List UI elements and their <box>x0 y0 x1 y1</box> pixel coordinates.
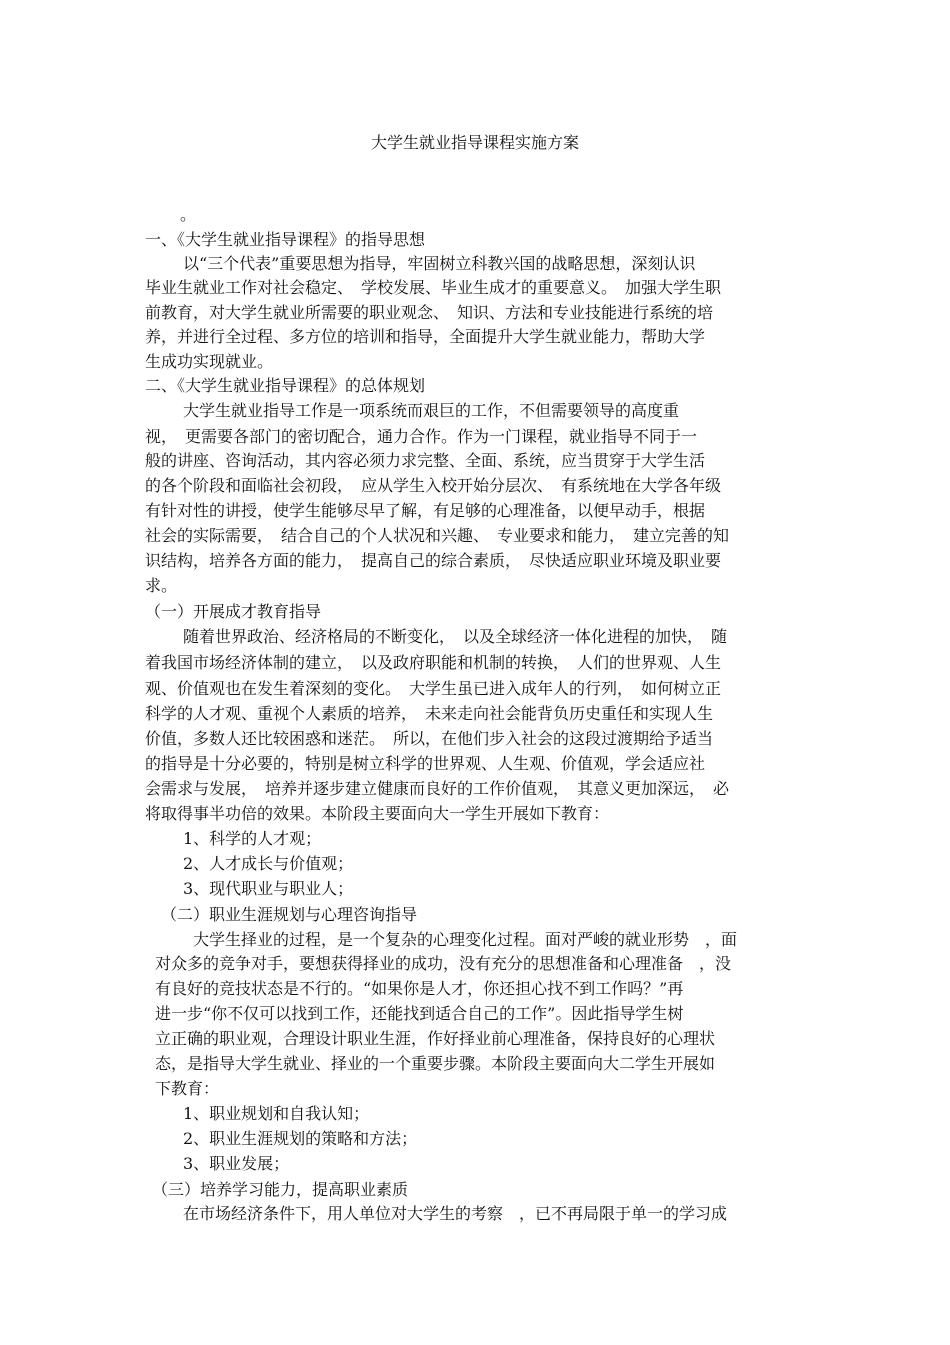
text-line: 养，并进行全过程、多方位的培训和指导，全面提升大学生就业能力，帮助大学 <box>145 327 706 346</box>
stray-period: 。 <box>180 205 197 224</box>
text-line: 态，是指导大学生就业、择业的一个重要步骤。本阶段主要面向大二学生开展如 <box>155 1054 716 1073</box>
text-line: （二）职业生涯规划与心理咨询指导 <box>161 905 418 924</box>
text-line: 会需求与发展， 培养并逐步建立健康而良好的工作价值观， 其意义更加深远， 必 <box>145 779 730 798</box>
text-line: 进一步“你不仅可以找到工作，还能找到适合自己的工作”。因此指导学生树 <box>155 1004 684 1023</box>
text-line: 的指导是十分必要的，特别是树立科学的世界观、人生观、价值观，学会适应社 <box>145 754 706 773</box>
text-line: 在市场经济条件下，用人单位对大学生的考察 ，已不再局限于单一的学习成 <box>183 1204 728 1223</box>
text-line: 1、职业规划和自我认知； <box>183 1104 370 1123</box>
text-line: 观、价值观也在发生着深刻的变化。 大学生虽已进入成年人的行列， 如何树立正 <box>145 679 722 698</box>
text-line: 3、职业发展； <box>183 1154 290 1173</box>
text-line: 价值，多数人还比较困惑和迷茫。 所以，在他们步入社会的这段过渡期给予适当 <box>145 729 714 748</box>
text-line: 求。 <box>145 576 178 595</box>
text-line: 对众多的竞争对手，要想获得择业的成功，没有充分的思想准备和心理准备 ，没 <box>155 954 732 973</box>
text-line: 下教育： <box>155 1079 220 1098</box>
text-line: 二、《大学生就业指导课程》的总体规划 <box>145 376 426 395</box>
text-line: 大学生择业的过程，是一个复杂的心理变化过程。面对严峻的就业形势 ，面 <box>193 930 738 949</box>
text-line: 以“三个代表”重要思想为指导，牢固树立科教兴国的战略思想，深刻认识 <box>183 254 696 273</box>
text-line: 3、现代职业与职业人； <box>183 879 354 898</box>
text-line: 般的讲座、咨询活动，其内容必须力求完整、全面、系统，应当贯穿于大学生活 <box>145 451 706 470</box>
text-line: 的各个阶段和面临社会初段， 应从学生入校开始分层次、 有系统地在大学各年级 <box>145 476 722 495</box>
text-line: 将取得事半功倍的效果。本阶段主要面向大一学生开展如下教育： <box>145 804 610 823</box>
text-line: 随着世界政治、经济格局的不断变化， 以及全球经济一体化进程的加快， 随 <box>183 627 728 646</box>
text-line: 一、《大学生就业指导课程》的指导思想 <box>145 230 426 249</box>
page-title: 大学生就业指导课程实施方案 <box>370 133 579 152</box>
text-line: 生成功实现就业。 <box>145 352 274 371</box>
text-line: 识结构，培养各方面的能力， 提高自己的综合素质， 尽快适应职业环境及职业要 <box>145 551 722 570</box>
text-line: 立正确的职业观，合理设计职业生涯，作好择业前心理准备，保持良好的心理状 <box>155 1029 716 1048</box>
text-line: 前教育，对大学生就业所需要的职业观念、 知识、方法和专业技能进行系统的培 <box>145 303 714 322</box>
text-line: 着我国市场经济体制的建立， 以及政府职能和机制的转换， 人们的世界观、人生 <box>145 653 722 672</box>
text-line: 2、职业生涯规划的策略和方法； <box>183 1129 418 1148</box>
text-line: （一）开展成才教育指导 <box>145 602 322 621</box>
text-line: （三）培养学习能力，提高职业素质 <box>152 1180 409 1199</box>
text-line: 视， 更需要各部门的密切配合，通力合作。作为一门课程，就业指导不同于一 <box>145 427 698 446</box>
text-line: 毕业生就业工作对社会稳定、 学校发展、毕业生成才的重要意义。 加强大学生职 <box>145 278 722 297</box>
text-line: 大学生就业指导工作是一项系统而艰巨的工作，不但需要领导的高度重 <box>183 401 680 420</box>
text-line: 2、人才成长与价值观； <box>183 854 354 873</box>
text-line: 1、科学的人才观； <box>183 829 322 848</box>
text-line: 社会的实际需要， 结合自己的个人状况和兴趣、 专业要求和能力， 建立完善的知 <box>145 526 730 545</box>
text-line: 科学的人才观、重视个人素质的培养， 未来走向社会能背负历史重任和实现人生 <box>145 704 714 723</box>
text-line: 有针对性的讲授，使学生能够尽早了解，有足够的心理准备，以便早动手，根据 <box>145 501 706 520</box>
text-line: 有良好的竞技状态是不行的。“如果你是人才，你还担心找不到工作吗？”再 <box>155 979 684 998</box>
